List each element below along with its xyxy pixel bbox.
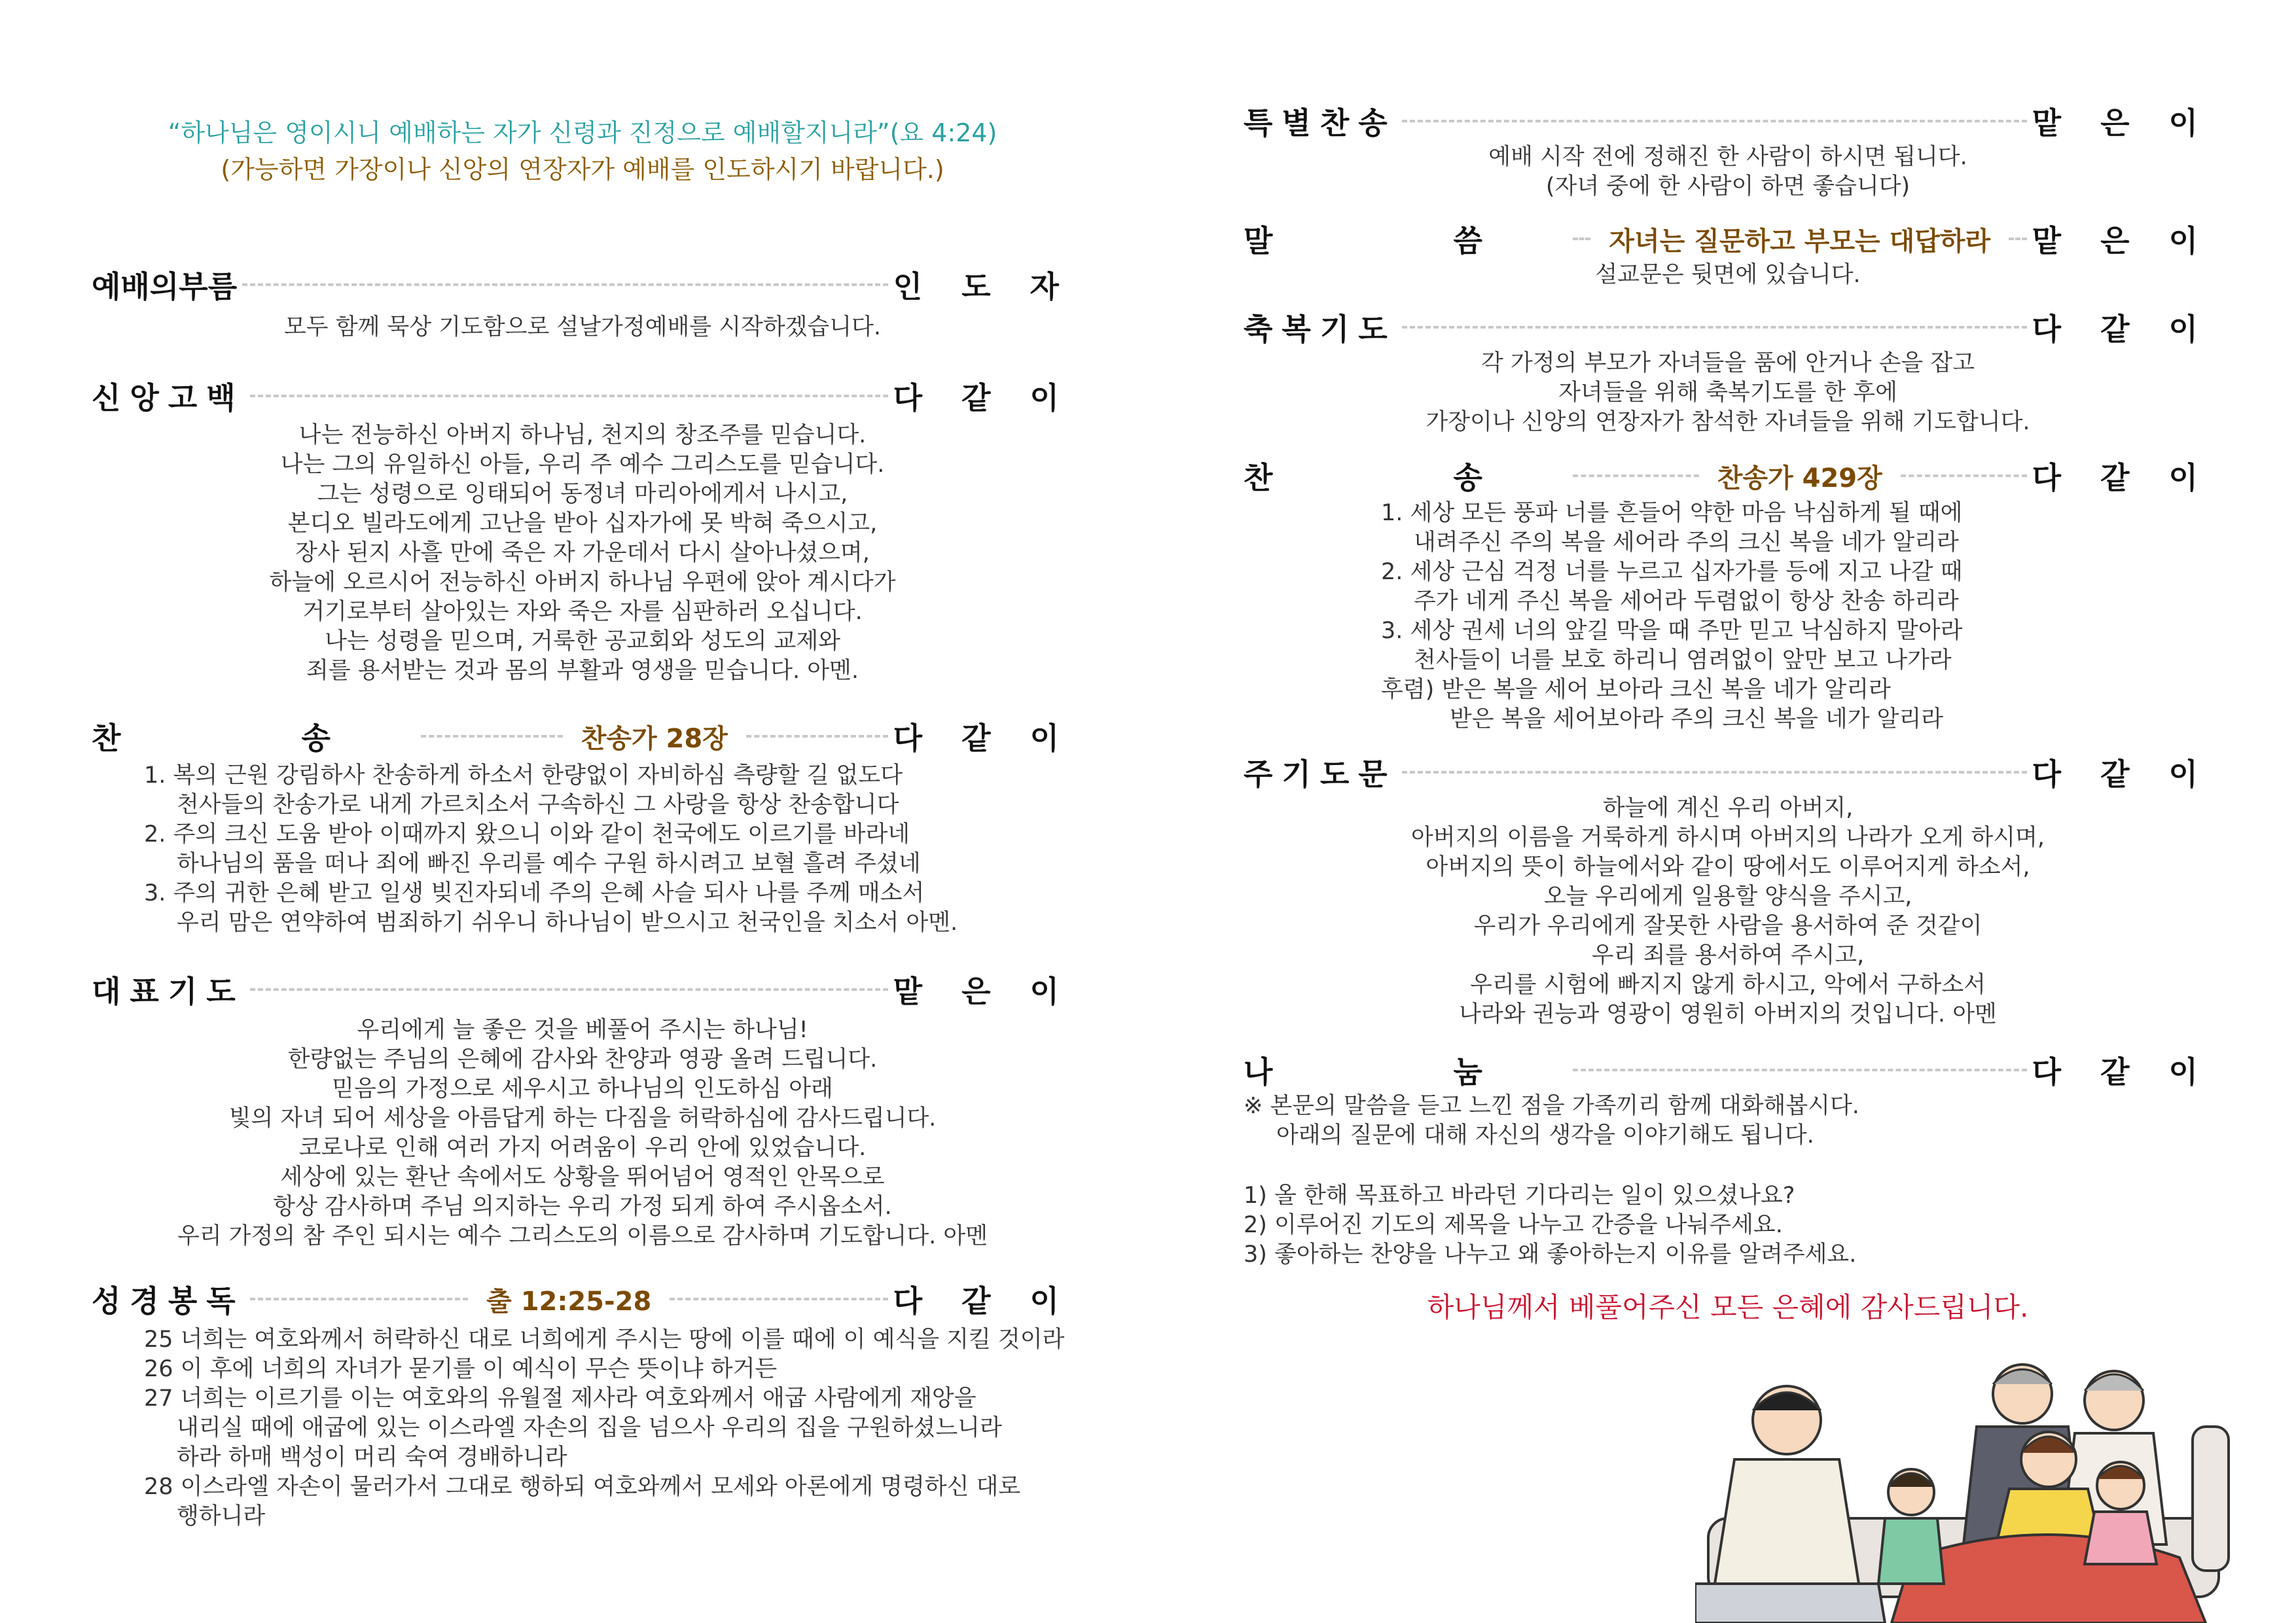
divider [421,735,563,738]
section-subtitle: 자녀는 질문하고 부모는 대답하라 [1609,226,1991,257]
divider [1402,771,2027,774]
divider [746,735,888,738]
section-title: 성경봉독 [92,1283,245,1319]
section-title: 나 눔 [1244,1054,1568,1090]
text-line: 자녀들을 위해 축복기도를 한 후에 [1558,380,1897,406]
sharing-intro [1244,1092,1859,1150]
text-line: 25 너희는 여호와께서 허락하신 대로 너희에게 주시는 땅에 이를 때에 이 예식을 지킬 것이라 [144,1327,1065,1353]
text-line: 천사들이 너를 보호 하리니 염려없이 앞만 보고 나가라 [1414,647,1952,673]
section-special-hymn [1244,101,2212,141]
section-subtitle: 출 12:25-28 [486,1286,652,1317]
section-sharing [1244,1050,2212,1090]
section-title: 특별찬송 [1244,105,1397,141]
divider [1573,474,1699,477]
question-item: 3) 좋아하는 찬양을 나누고 왜 좋아하는지 이유를 알려주세요. [1244,1241,1857,1268]
text-line: 아래의 질문에 대해 자신의 생각을 이야기해도 됩니다. [1276,1122,1814,1149]
section-reading [92,1279,1073,1319]
divider [1901,474,2027,477]
text-line: 가장이나 신앙의 연장자가 참석한 자녀들을 위해 기도합니다. [1426,409,2030,435]
section-role: 다 같 이 [2032,757,2212,792]
text-line: 후렴) 받은 복을 세어 보아라 크신 복을 네가 알리라 [1381,677,1891,703]
text-line: 설교문은 뒷면에 있습니다. [1595,262,1861,288]
text-line: 거기로부터 살아있는 자와 죽은 자를 심판하러 오십니다. [302,599,863,625]
text-line: 주가 네게 주신 복을 세어라 두렴없이 항상 찬송 하리라 [1414,588,1959,615]
section-hymn [92,717,1073,756]
text-line: 믿음의 가정으로 세우시고 하나님의 인도하심 아래 [332,1076,833,1102]
text-line: 2. 세상 근심 걱정 너를 누르고 십자가를 등에 지고 나갈 때 [1381,559,1963,585]
divider [250,395,888,397]
text-line: 1. 세상 모든 풍파 너를 흔들어 약한 마음 낙심하게 될 때에 [1381,500,1963,526]
creed-text [92,421,1073,686]
hymn-429-lyrics [1381,499,1962,734]
text-line: 우리 가정의 참 주인 되시는 예수 그리스도의 이름으로 감사하며 기도합니다. 아멘 [177,1223,988,1249]
text-line: 내리실 때에 애굽에 있는 이스라엘 자손의 집을 넘으사 우리의 집을 구원하셨느니라 [177,1415,1002,1441]
section-title: 찬 송 [1244,460,1568,495]
section-title: 대표기도 [92,974,245,1009]
text-line: 아버지의 이름을 거룩하게 하시며 아버지의 나라가 오게 하시며, [1410,825,2045,851]
blessing-text [1244,349,2212,437]
text-line: (자녀 중에 한 사람이 하면 좋습니다) [1545,173,1910,200]
text-line: 본디오 빌라도에게 고난을 받아 십자가에 못 박혀 죽으시고, [287,510,878,537]
text-line: 하늘에 오르시어 전능하신 아버지 하나님 우편에 앉아 계시다가 [269,569,896,596]
divider [250,1298,468,1300]
text-line: 나는 전능하신 아버지 하나님, 천지의 창조주를 믿습니다. [298,422,867,448]
text-line: 각 가정의 부모가 자녀들을 품에 안거나 손을 잡고 [1480,350,1975,376]
divider [1573,238,1591,240]
section-call-to-worship [92,265,1073,304]
section-title: 예배의부름 [92,269,238,304]
sharing-questions [1244,1181,1856,1270]
divider [1573,1069,2027,1071]
text-line: 항상 감사하며 주님 의지하는 우리 가정 되게 하여 주시옵소서. [273,1194,892,1220]
text-line: 세상에 있는 환난 속에서도 상황을 뛰어넘어 영적인 안목으로 [280,1164,885,1190]
section-role: 다 같 이 [2032,460,2212,495]
text-line: 하늘에 계신 우리 아버지, [1602,795,1854,821]
text-line: 그는 성령으로 잉태되어 동정녀 마리아에게서 나시고, [317,481,848,507]
text-line: 우리 죄를 용서하여 주시고, [1591,942,1865,969]
text-line: 받은 복을 세어보아라 주의 크신 복을 네가 알리라 [1450,706,1944,732]
section-prayer [92,970,1073,1009]
divider [2009,238,2027,240]
divider [250,988,888,991]
hymn-lyrics [144,761,958,938]
section-role: 맡 은 이 [893,974,1073,1009]
prayer-text [92,1016,1073,1251]
section-creed [92,376,1073,416]
divider [670,1298,888,1300]
section-hymn-429 [1244,456,2212,495]
text-line: 코로나로 인해 여러 가지 어려움이 우리 안에 있었습니다. [298,1135,867,1161]
text-line: 아버지의 뜻이 하늘에서와 같이 땅에서도 이루어지게 하소서, [1426,854,2030,880]
section-role: 다 같 이 [2032,312,2212,347]
text-line: 2. 주의 크신 도움 받아 이때까지 왔으니 이와 같이 천국에도 이르기를 바라네 [144,821,910,847]
text-line: 모두 함께 묵상 기도함으로 설날가정예배를 시작하겠습니다. [283,314,881,340]
divider [1402,326,2027,329]
text-line: 장사 된지 사흘 만에 죽은 자 가운데서 다시 살아나셨으며, [295,540,870,566]
text-line: 하나님의 품을 떠나 죄에 빠진 우리를 예수 구원 하시려고 보혈 흘려 주셨네 [177,851,921,877]
section-blessing [1244,308,2212,347]
section-role: 다 같 이 [2032,1054,2212,1090]
section-lords-prayer [1244,753,2212,792]
text-line: 한량없는 주님의 은혜에 감사와 찬양과 영광 올려 드립니다. [287,1046,878,1073]
section-role: 인 도 자 [893,269,1073,304]
text-line: 3. 세상 권세 너의 앞길 막을 때 주만 믿고 낙심하지 말아라 [1381,618,1963,644]
section-title: 신앙고백 [92,380,245,416]
text-line: 27 너희는 이르기를 이는 여호와의 유월절 제사라 여호와께서 애굽 사람에게 재앙을 [144,1385,977,1412]
text-line: 우리 맘은 연약하여 범죄하기 쉬우니 하나님이 받으시고 천국인을 치소서 아멘. [177,910,958,936]
text-line: 빛의 자녀 되어 세상을 아름답게 하는 다짐을 허락하심에 감사드립니다. [228,1105,937,1132]
section-role: 다 같 이 [893,1283,1073,1319]
text-line: 오늘 우리에게 일용할 양식을 주시고, [1543,883,1912,910]
text-line: 우리가 우리에게 잘못한 사람을 용서하여 준 것같이 [1473,913,1982,939]
text-line: 죄를 용서받는 것과 몸의 부활과 영생을 믿습니다. 아멘. [306,658,859,684]
text-line: 26 이 후에 너희의 자녀가 묻기를 이 예식이 무슨 뜻이냐 하거든 [144,1356,778,1382]
section-subtitle: 찬송가 429장 [1717,463,1882,493]
text-line: 하라 하매 백성이 머리 숙여 경배하니라 [177,1444,567,1471]
question-item: 1) 올 한해 목표하고 바라던 기다리는 일이 있으셨나요? [1244,1183,1795,1209]
word-text [1244,260,2212,290]
section-role: 다 같 이 [893,380,1073,416]
divider [1402,120,2027,122]
section-subtitle: 찬송가 28장 [581,723,728,754]
text-line: 천사들의 찬송가로 내게 가르치소서 구속하신 그 사랑을 항상 찬송합니다 [177,792,899,818]
question-item: 2) 이루어진 기도의 제목을 나누고 간증을 나눠주세요. [1244,1212,1783,1238]
section-word [1244,219,2212,259]
text-line: ※ 본문의 말씀을 듣고 느낀 점을 가족끼리 함께 대화해봅시다. [1244,1093,1859,1119]
section-title: 말 씀 [1244,223,1568,259]
section-title: 주기도문 [1244,757,1397,792]
lords-prayer-text [1244,794,2212,1029]
text-line: 28 이스라엘 자손이 물러가서 그대로 행하되 여호와께서 모세와 아론에게 명령하신 대로 [144,1474,1021,1500]
section-role: 맡 은 이 [2032,223,2213,259]
text-line: 나는 그의 유일하신 아들, 우리 주 예수 그리스도를 믿습니다. [280,452,885,478]
divider [242,283,888,286]
special-text [1244,143,2212,202]
section-role: 맡 은 이 [2032,105,2212,141]
text-line: 우리를 시험에 빠지지 않게 하시고, 악에서 구하소서 [1470,972,1986,998]
leader-note: (가능하면 가장이나 신앙의 연장자가 예배를 인도하시기 바랍니다.) [221,155,944,184]
section-title: 찬 송 [92,721,416,756]
text-line: 나라와 권능과 영광이 영원히 아버지의 것입니다. 아멘 [1459,1001,1997,1027]
reading-text [144,1325,1064,1531]
call-text [92,313,1073,342]
text-line: 우리에게 늘 좋은 것을 베풀어 주시는 하나님! [357,1017,808,1043]
text-line: 예배 시작 전에 정해진 한 사람이 하시면 됩니다. [1488,144,1967,170]
closing-thanks: 하나님께서 베풀어주신 모든 은혜에 감사드립니다. [1427,1291,2029,1323]
text-line: 1. 복의 근원 강림하사 찬송하게 하소서 한량없이 자비하심 측량할 길 없도다 [144,762,903,789]
section-role: 다 같 이 [893,721,1074,756]
section-title: 축복기도 [1244,312,1397,347]
text-line: 3. 주의 귀한 은혜 받고 일생 빚진자되네 주의 은혜 사슬 되사 나를 주께 매소서 [144,880,925,906]
text-line: 나는 성령을 믿으며, 거룩한 공교회와 성도의 교제와 [325,628,840,654]
text-line: 내려주신 주의 복을 세어라 주의 크신 복을 네가 알리라 [1414,529,1959,556]
text-line: 행하니라 [177,1503,266,1529]
family-illustration [1695,1348,2232,1623]
scripture-verse: “하나님은 영이시니 예배하는 자가 신령과 진정으로 예배할지니라”(요 4:24) [168,118,997,147]
